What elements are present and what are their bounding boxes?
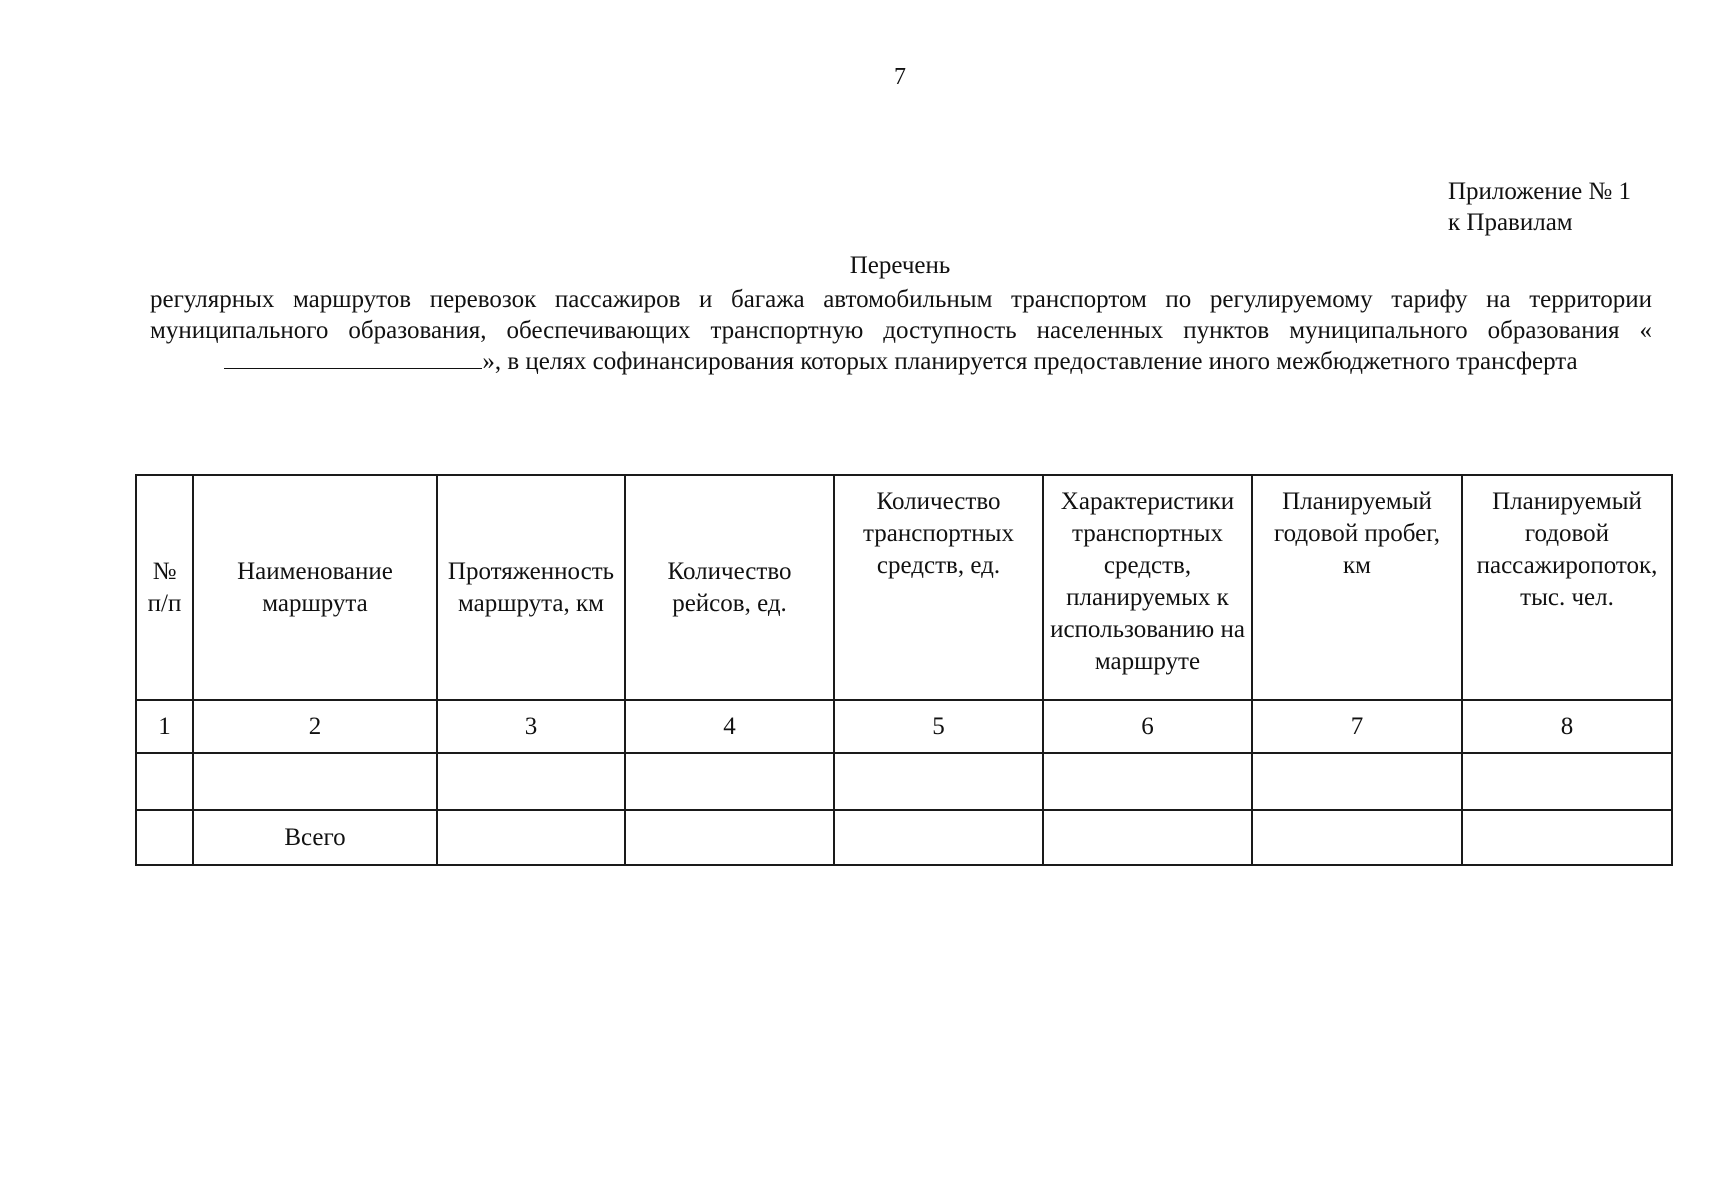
table-cell [625,810,834,865]
column-number-cell: 4 [625,700,834,753]
total-label: Всего [193,810,437,865]
appendix-line-1: Приложение № 1 [1448,178,1632,205]
appendix-note [1448,176,1631,238]
page-number: 7 [894,64,906,90]
table-cell [1462,753,1672,810]
column-number-cell: 5 [834,700,1043,753]
total-row [136,810,1672,865]
header-route-name: Наименование маршрута [193,475,437,700]
table-cell [437,753,625,810]
document-subtitle [150,284,1652,377]
table-cell [1043,810,1252,865]
column-number-cell: 7 [1252,700,1462,753]
column-number-cell: 1 [136,700,193,753]
table-cell [1252,753,1462,810]
table-header-row [136,475,1672,700]
table-cell [834,810,1043,865]
document-title: Перечень [849,252,951,279]
table-cell [437,810,625,865]
header-vehicles-count: Количество транспортных средств, ед. [834,475,1043,700]
subtitle-text-before: регулярных маршрутов перевозок пассажиров и багажа автомобильным транспортом по регулируемому тарифу на территории муниципального образования, обеспечивающих транспортную доступность населенных пунктов муниципального образования « [150,286,1652,344]
column-number-cell: 6 [1043,700,1252,753]
table-cell [1043,753,1252,810]
table-cell [834,753,1043,810]
table-cell [136,753,193,810]
table-cell [1252,810,1462,865]
table-cell [136,810,193,865]
table-cell [193,753,437,810]
header-trips-count: Количество рейсов, ед. [625,475,834,700]
header-vehicle-characteristics: Характеристики транспортных средств, планируемых к использованию на маршруте [1043,475,1252,700]
municipality-blank-line [224,348,482,369]
appendix-line-2: к Правилам [1448,209,1573,236]
table-cell [1462,810,1672,865]
column-number-cell: 8 [1462,700,1672,753]
column-number-cell: 2 [193,700,437,753]
header-annual-passenger-flow: Планируемый годовой пассажиропоток, тыс. чел. [1462,475,1672,700]
header-number: № п/п [136,475,193,700]
header-route-length: Протяженность маршрута, км [437,475,625,700]
header-annual-mileage: Планируемый годовой пробег, км [1252,475,1462,700]
routes-table [135,474,1673,866]
column-number-cell: 3 [437,700,625,753]
table-cell [625,753,834,810]
column-number-row [136,700,1672,753]
table-row [136,753,1672,810]
subtitle-text-after: », в целях софинансирования которых планируется предоставление иного межбюджетного трансферта [482,348,1578,375]
